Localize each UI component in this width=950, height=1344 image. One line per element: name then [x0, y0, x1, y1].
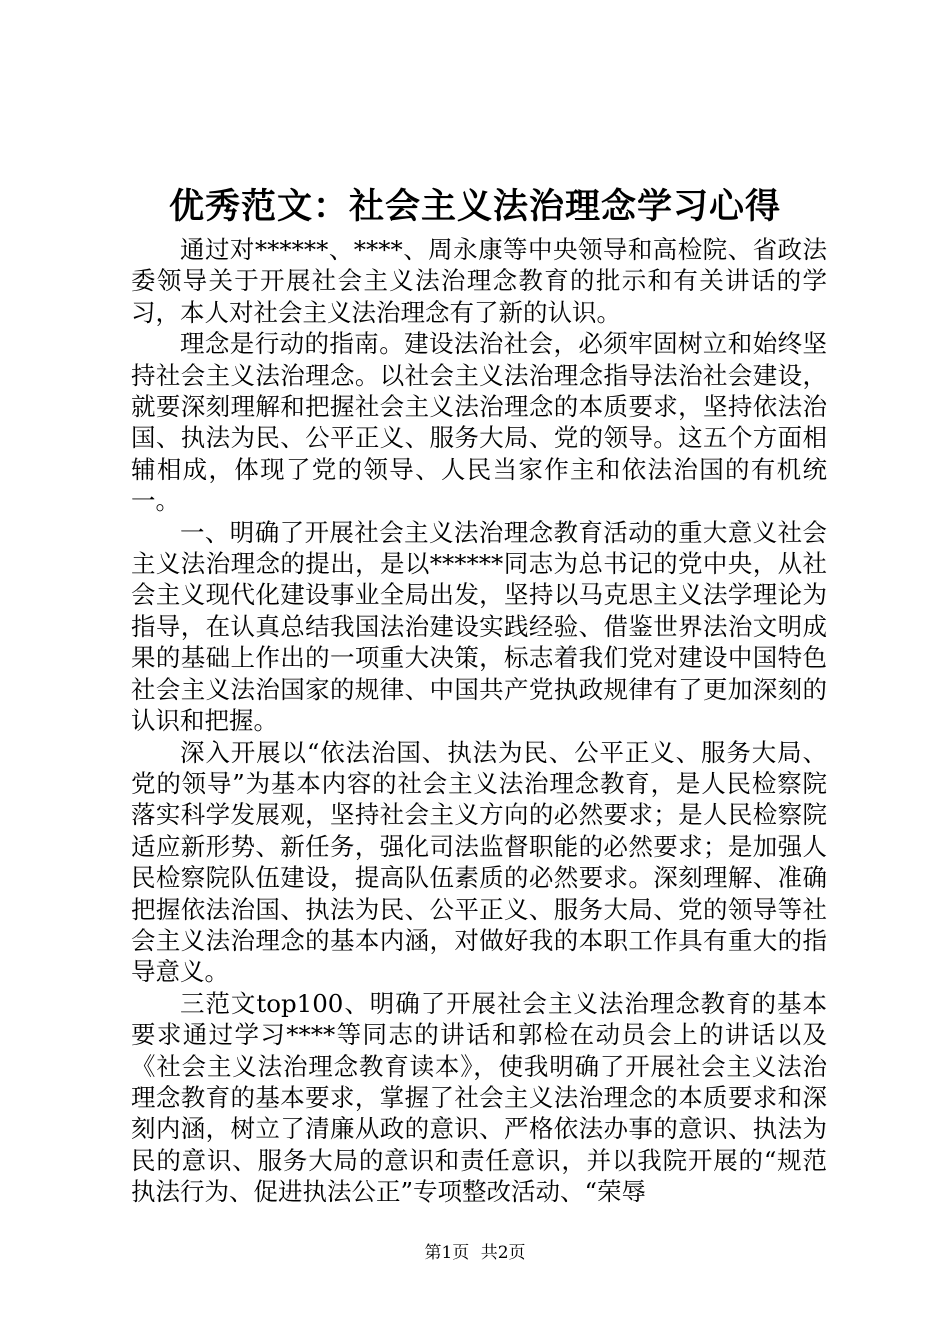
- paragraph: 三范文top100、明确了开展社会主义法治理念教育的基本要求通过学习****等同志的讲话和郭检在动员会上的讲话以及《社会主义法治理念教育读本》，使我明确了开展社会主义法治理念教育的基本要求，掌握了社会主义法治理念的本质要求和深刻内涵，树立了清廉从政的意识、严格依法办事的意识、执法为民的意识、服务大局的意识和责任意识，并以我院开展的“规范执法行为、促进执法公正”专项整改活动、“荣辱: [131, 988, 827, 1207]
- paragraph: 一、明确了开展社会主义法治理念教育活动的重大意义社会主义法治理念的提出，是以******同志为总书记的党中央，从社会主义现代化建设事业全局出发，坚持以马克思主义法学理论为指导，在认真总结我国法治建设实践经验、借鉴世界法治文明成果的基础上作出的一项重大决策，标志着我们党对建设中国特色社会主义法治国家的规律、中国共产党执政规律有了更加深刻的认识和把握。: [131, 517, 827, 736]
- page-number-current: 第1页: [424, 1243, 470, 1263]
- paragraph: 深入开展以“依法治国、执法为民、公平正义、服务大局、党的领导”为基本内容的社会主义法治理念教育，是人民检察院落实科学发展观，坚持社会主义方向的必然要求；是人民检察院适应新形势、新任务，强化司法监督职能的必然要求；是加强人民检察院队伍建设，提高队伍素质的必然要求。深刻理解、准确把握依法治国、执法为民、公平正义、服务大局、党的领导等社会主义法治理念的基本内涵，对做好我的本职工作具有重大的指导意义。: [131, 737, 827, 987]
- page-footer: [0, 1242, 950, 1264]
- paragraph: 理念是行动的指南。建设法治社会，必须牢固树立和始终坚持社会主义法治理念。以社会主义法治理念指导法治社会建设，就要深刻理解和把握社会主义法治理念的本质要求，坚持依法治国、执法为民、公平正义、服务大局、党的领导。这五个方面相辅相成，体现了党的领导、人民当家作主和依法治国的有机统一。: [131, 329, 827, 516]
- document-title: 优秀范文：社会主义法治理念学习心得: [168, 186, 781, 227]
- document-body: [131, 234, 827, 1208]
- paragraph: 通过对******、****、周永康等中央领导和高检院、省政法委领导关于开展社会主义法治理念教育的批示和有关讲话的学习，本人对社会主义法治理念有了新的认识。: [131, 235, 827, 327]
- page-number-total: 共2页: [480, 1243, 526, 1263]
